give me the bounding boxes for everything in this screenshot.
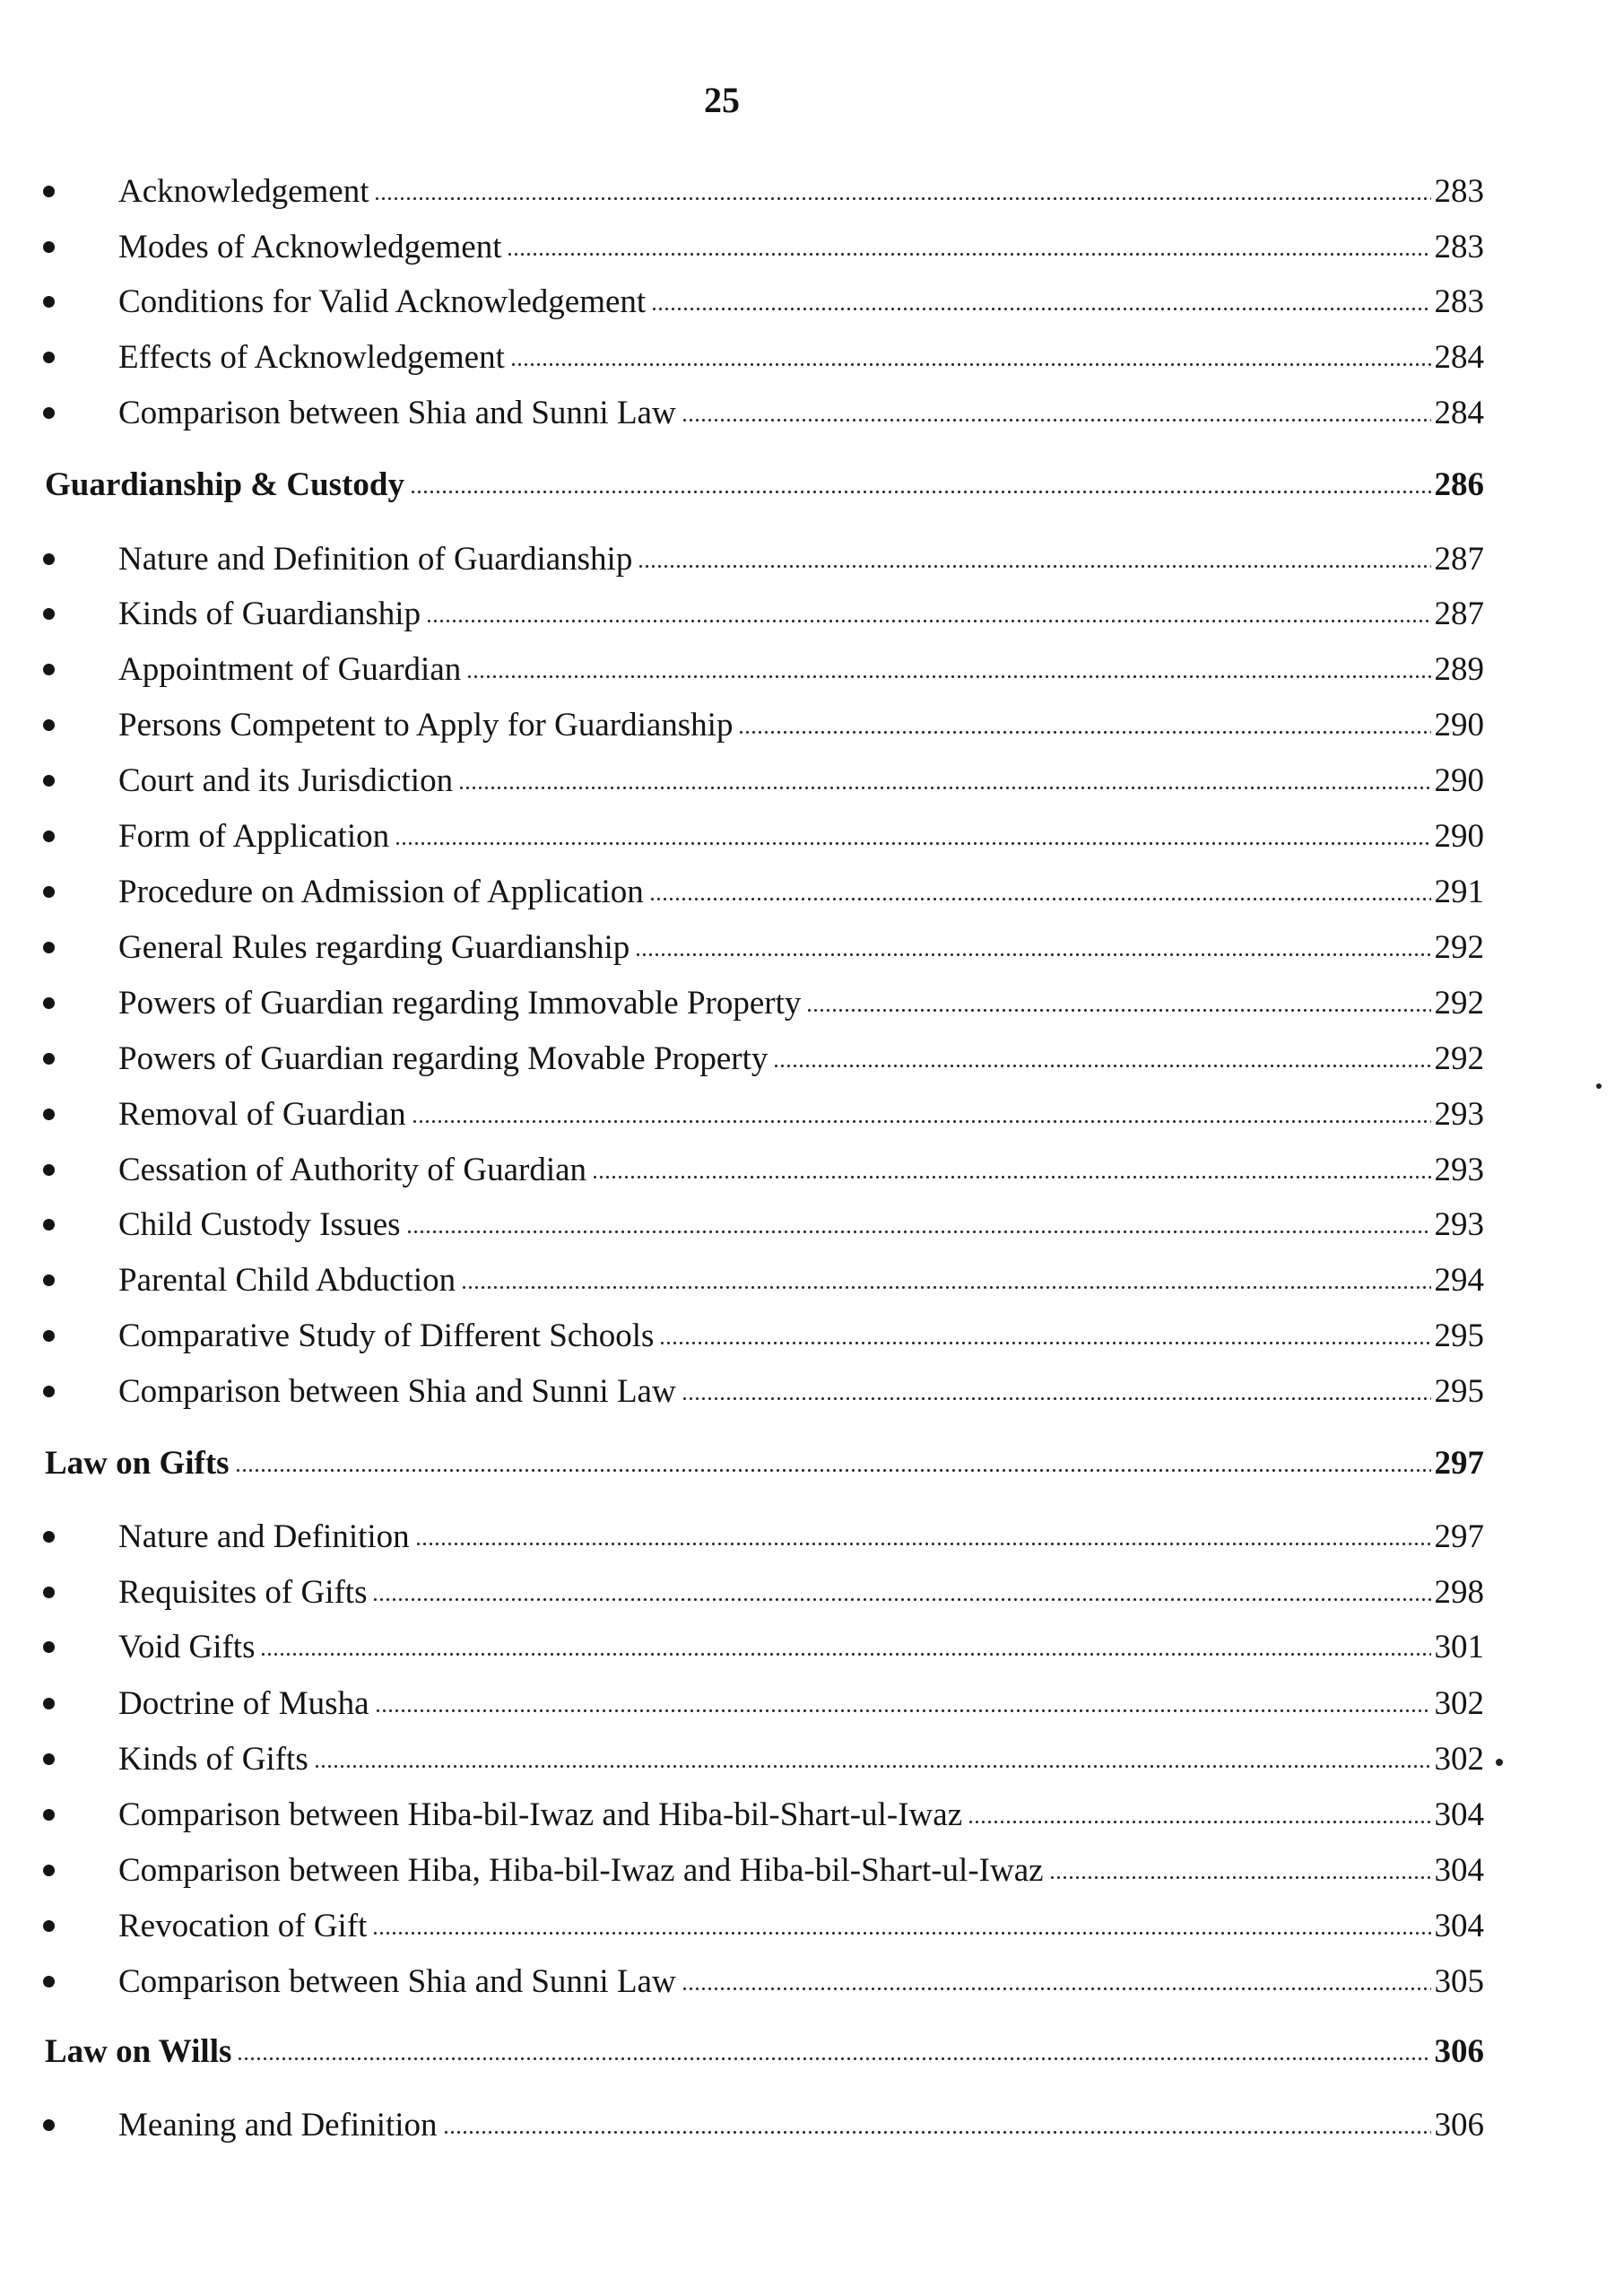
toc-entry-page-number: 304	[1434, 1796, 1484, 1833]
toc-entry	[0, 1370, 1615, 1413]
toc-entry-line	[118, 336, 1484, 379]
toc-section-heading	[0, 2031, 1615, 2074]
toc-entry	[0, 648, 1615, 691]
toc-entry-page-number: 306	[1434, 2107, 1484, 2144]
bullet-icon	[43, 1698, 55, 1709]
toc-entry-page-number: 298	[1434, 1574, 1484, 1611]
toc-entry-line	[118, 760, 1484, 803]
toc-entry-line	[118, 1259, 1484, 1302]
toc-entry	[0, 1093, 1615, 1136]
bullet-icon	[43, 352, 55, 363]
toc-entry	[0, 1738, 1615, 1781]
bullet-icon	[43, 1531, 55, 1543]
dot-leader	[372, 1595, 1430, 1604]
bullet-icon	[43, 2119, 55, 2131]
toc-entry	[0, 1626, 1615, 1669]
dot-leader	[426, 616, 1430, 625]
dot-leader	[510, 360, 1431, 369]
bullet-icon	[43, 1053, 55, 1065]
toc-entry-page-number: 306	[1434, 2033, 1484, 2070]
toc-entry	[0, 336, 1615, 379]
scan-speck	[1596, 1083, 1602, 1089]
toc-entry-page-number: 284	[1434, 339, 1484, 376]
bullet-icon	[43, 886, 55, 898]
bullet-icon	[43, 719, 55, 731]
dot-leader	[458, 783, 1430, 792]
toc-entry-title: Guardianship & Custody	[45, 466, 404, 503]
dot-leader	[235, 1465, 1431, 1474]
toc-entry-title: Void Gifts	[118, 1629, 256, 1665]
toc-entry-line	[45, 1442, 1484, 1485]
toc-entry	[0, 1204, 1615, 1247]
toc-entry-line	[45, 464, 1484, 507]
toc-entry	[0, 1259, 1615, 1302]
toc-entry-line	[118, 1315, 1484, 1358]
bullet-icon	[43, 1109, 55, 1120]
toc-entry-title: Requisites of Gifts	[118, 1574, 368, 1611]
toc-entry	[0, 226, 1615, 269]
toc-entry-line	[118, 1738, 1484, 1781]
toc-entry-line	[118, 982, 1484, 1025]
dot-leader	[461, 1283, 1430, 1292]
bullet-icon	[43, 775, 55, 787]
toc-entry-line	[118, 1093, 1484, 1136]
toc-entry-title: Modes of Acknowledgement	[118, 229, 502, 265]
toc-entry-title: Comparison between Hiba-bil-Iwaz and Hiba-bil-Shart-ul-Iwaz	[118, 1796, 963, 1833]
toc-entry-page-number: 295	[1434, 1373, 1484, 1410]
bullet-icon	[43, 1641, 55, 1653]
toc-entry-title: Kinds of Gifts	[118, 1741, 308, 1778]
toc-entry	[0, 281, 1615, 324]
bullet-icon	[43, 1164, 55, 1176]
toc-entry-title: Comparison between Shia and Sunni Law	[118, 1963, 676, 2000]
toc-entry-title: Kinds of Guardianship	[118, 596, 421, 632]
toc-entry-title: Law on Wills	[45, 2033, 232, 2070]
dot-leader	[410, 487, 1431, 496]
toc-entry-page-number: 291	[1434, 874, 1484, 910]
toc-entry-title: Conditions for Valid Acknowledgement	[118, 283, 647, 320]
toc-entry-line	[118, 281, 1484, 324]
dot-leader	[237, 2054, 1430, 2063]
dot-leader	[649, 894, 1431, 903]
bullet-icon	[43, 1920, 55, 1932]
dot-leader	[375, 1706, 1431, 1715]
toc-entry-page-number: 292	[1434, 1040, 1484, 1077]
toc-entry-title: Procedure on Admission of Application	[118, 874, 644, 910]
toc-entry-page-number: 287	[1434, 596, 1484, 632]
toc-entry-title: General Rules regarding Guardianship	[118, 929, 630, 966]
toc-entry-page-number: 283	[1434, 229, 1484, 265]
toc-entry-line	[118, 1038, 1484, 1081]
toc-entry	[0, 1571, 1615, 1614]
dot-leader	[592, 1172, 1430, 1181]
bullet-icon	[43, 1274, 55, 1286]
toc-entry-page-number: 293	[1434, 1206, 1484, 1243]
toc-entry-line	[118, 648, 1484, 691]
toc-entry-line	[118, 1626, 1484, 1669]
toc-entry-page-number: 302	[1434, 1685, 1484, 1722]
toc-entry	[0, 926, 1615, 970]
toc-entry-line	[118, 871, 1484, 914]
bullet-icon	[43, 1865, 55, 1876]
toc-entry-title: Parental Child Abduction	[118, 1262, 456, 1299]
toc-entry-line	[118, 815, 1484, 858]
bullet-icon	[43, 831, 55, 842]
toc-entry-page-number: 290	[1434, 762, 1484, 799]
dot-leader	[466, 672, 1430, 681]
toc-entry	[0, 815, 1615, 858]
dot-leader	[682, 1984, 1431, 1993]
dot-leader	[412, 1117, 1431, 1126]
toc-entry-title: Cessation of Authority of Guardian	[118, 1152, 587, 1188]
toc-entry	[0, 1849, 1615, 1892]
bullet-icon	[43, 186, 55, 197]
page-number: 25	[704, 80, 740, 120]
bullet-icon	[43, 664, 55, 675]
dot-leader	[682, 415, 1431, 424]
toc-entry-line	[118, 1204, 1484, 1247]
toc-entry-line	[118, 926, 1484, 970]
dot-leader	[260, 1649, 1430, 1658]
toc-entry	[0, 982, 1615, 1025]
toc-entry	[0, 1961, 1615, 2004]
toc-entry-line	[118, 538, 1484, 581]
dot-leader	[682, 1394, 1431, 1403]
toc-entry-page-number: 283	[1434, 283, 1484, 320]
toc-entry-title: Effects of Acknowledgement	[118, 339, 505, 376]
toc-entry-line	[118, 1794, 1484, 1837]
dot-leader	[738, 727, 1430, 736]
toc-entry-page-number: 287	[1434, 541, 1484, 578]
toc-entry-page-number: 292	[1434, 985, 1484, 1022]
bullet-icon	[43, 608, 55, 620]
toc-entry-line	[45, 2031, 1484, 2074]
toc-entry-page-number: 301	[1434, 1629, 1484, 1665]
toc-entry-line	[118, 170, 1484, 213]
toc-entry-page-number: 290	[1434, 818, 1484, 855]
dot-leader	[968, 1817, 1430, 1826]
toc-entry	[0, 871, 1615, 914]
toc-entry-title: Law on Gifts	[45, 1445, 230, 1482]
bullet-icon	[43, 942, 55, 953]
toc-entry-page-number: 293	[1434, 1096, 1484, 1133]
toc-entry-line	[118, 1516, 1484, 1559]
toc-entry	[0, 1905, 1615, 1948]
dot-leader	[773, 1061, 1430, 1070]
dot-leader	[507, 249, 1430, 258]
dot-leader	[314, 1761, 1431, 1770]
toc-entry-line	[118, 2104, 1484, 2147]
toc-entry	[0, 1038, 1615, 1081]
toc-entry-title: Revocation of Gift	[118, 1908, 368, 1944]
toc-section-heading	[0, 464, 1615, 507]
dot-leader	[415, 1539, 1431, 1548]
toc-entry-title: Powers of Guardian regarding Movable Property	[118, 1040, 768, 1077]
toc-entry-page-number: 286	[1434, 466, 1484, 503]
toc-entry-page-number: 283	[1434, 173, 1484, 210]
bullet-icon	[43, 1386, 55, 1397]
bullet-icon	[43, 1753, 55, 1765]
toc-entry	[0, 760, 1615, 803]
toc-entry-page-number: 289	[1434, 651, 1484, 688]
toc-entry-page-number: 294	[1434, 1262, 1484, 1299]
toc-entry-page-number: 304	[1434, 1852, 1484, 1889]
toc-entry-line	[118, 704, 1484, 747]
bullet-icon	[43, 1587, 55, 1598]
dot-leader	[443, 2127, 1431, 2136]
bullet-icon	[43, 1330, 55, 1342]
toc-entry-title: Nature and Definition of Guardianship	[118, 541, 633, 578]
toc-entry-title: Removal of Guardian	[118, 1096, 406, 1133]
toc-entry-line	[118, 593, 1484, 636]
dot-leader	[406, 1227, 1431, 1236]
toc-entry	[0, 170, 1615, 213]
toc-entry	[0, 1149, 1615, 1192]
toc-entry-title: Nature and Definition	[118, 1518, 410, 1555]
toc-entry-line	[118, 1683, 1484, 1726]
toc-entry-title: Meaning and Definition	[118, 2107, 438, 2144]
toc-entry	[0, 2104, 1615, 2147]
dot-leader	[1049, 1873, 1431, 1882]
toc-entry-title: Court and its Jurisdiction	[118, 762, 454, 799]
toc-entry-page-number: 290	[1434, 707, 1484, 744]
toc-entry	[0, 1794, 1615, 1837]
toc-entry-title: Persons Competent to Apply for Guardianship	[118, 707, 734, 744]
toc-entry	[0, 593, 1615, 636]
toc-entry-page-number: 297	[1434, 1445, 1484, 1482]
toc-entry-title: Comparison between Shia and Sunni Law	[118, 395, 676, 431]
toc-entry-page-number: 305	[1434, 1963, 1484, 2000]
toc-entry-line	[118, 1571, 1484, 1614]
toc-entry-page-number: 293	[1434, 1152, 1484, 1188]
toc-entry	[0, 392, 1615, 435]
dot-leader	[635, 950, 1430, 959]
toc-entry-line	[118, 1961, 1484, 2004]
toc-section-heading	[0, 1442, 1615, 1485]
toc-entry-line	[118, 226, 1484, 269]
toc-entry-line	[118, 392, 1484, 435]
toc-entry-title: Powers of Guardian regarding Immovable Property	[118, 985, 802, 1022]
bullet-icon	[43, 1976, 55, 1987]
toc-entry	[0, 538, 1615, 581]
dot-leader	[395, 839, 1430, 848]
toc-entry-page-number: 295	[1434, 1318, 1484, 1354]
toc-entry-title: Comparative Study of Different Schools	[118, 1318, 655, 1354]
toc-entry-page-number: 304	[1434, 1908, 1484, 1944]
dot-leader	[651, 304, 1430, 313]
toc-entry-page-number: 297	[1434, 1518, 1484, 1555]
toc-entry-title: Child Custody Issues	[118, 1206, 401, 1243]
scan-speck	[1496, 1759, 1503, 1766]
bullet-icon	[43, 1219, 55, 1231]
bullet-icon	[43, 997, 55, 1009]
dot-leader	[806, 1005, 1430, 1014]
toc-entry-line	[118, 1849, 1484, 1892]
toc-entry	[0, 704, 1615, 747]
toc-entry	[0, 1683, 1615, 1726]
dot-leader	[374, 194, 1430, 203]
toc-entry-title: Form of Application	[118, 818, 390, 855]
toc-entry	[0, 1315, 1615, 1358]
bullet-icon	[43, 241, 55, 253]
toc-entry-title: Appointment of Guardian	[118, 651, 462, 688]
toc-entry-title: Doctrine of Musha	[118, 1685, 369, 1722]
toc-entry-line	[118, 1905, 1484, 1948]
bullet-icon	[43, 1809, 55, 1821]
toc-entry-line	[118, 1149, 1484, 1192]
bullet-icon	[43, 407, 55, 419]
toc-entry-title: Comparison between Shia and Sunni Law	[118, 1373, 676, 1410]
dot-leader	[638, 561, 1430, 570]
toc-entry	[0, 1516, 1615, 1559]
dot-leader	[372, 1928, 1430, 1937]
toc-entry-line	[118, 1370, 1484, 1413]
bullet-icon	[43, 553, 55, 565]
toc-entry-page-number: 302	[1434, 1741, 1484, 1778]
bullet-icon	[43, 296, 55, 308]
toc-entry-title: Acknowledgement	[118, 173, 369, 210]
toc-entry-page-number: 292	[1434, 929, 1484, 966]
toc-entry-page-number: 284	[1434, 395, 1484, 431]
toc-entry-title: Comparison between Hiba, Hiba-bil-Iwaz and Hiba-bil-Shart-ul-Iwaz	[118, 1852, 1044, 1889]
dot-leader	[659, 1338, 1430, 1347]
